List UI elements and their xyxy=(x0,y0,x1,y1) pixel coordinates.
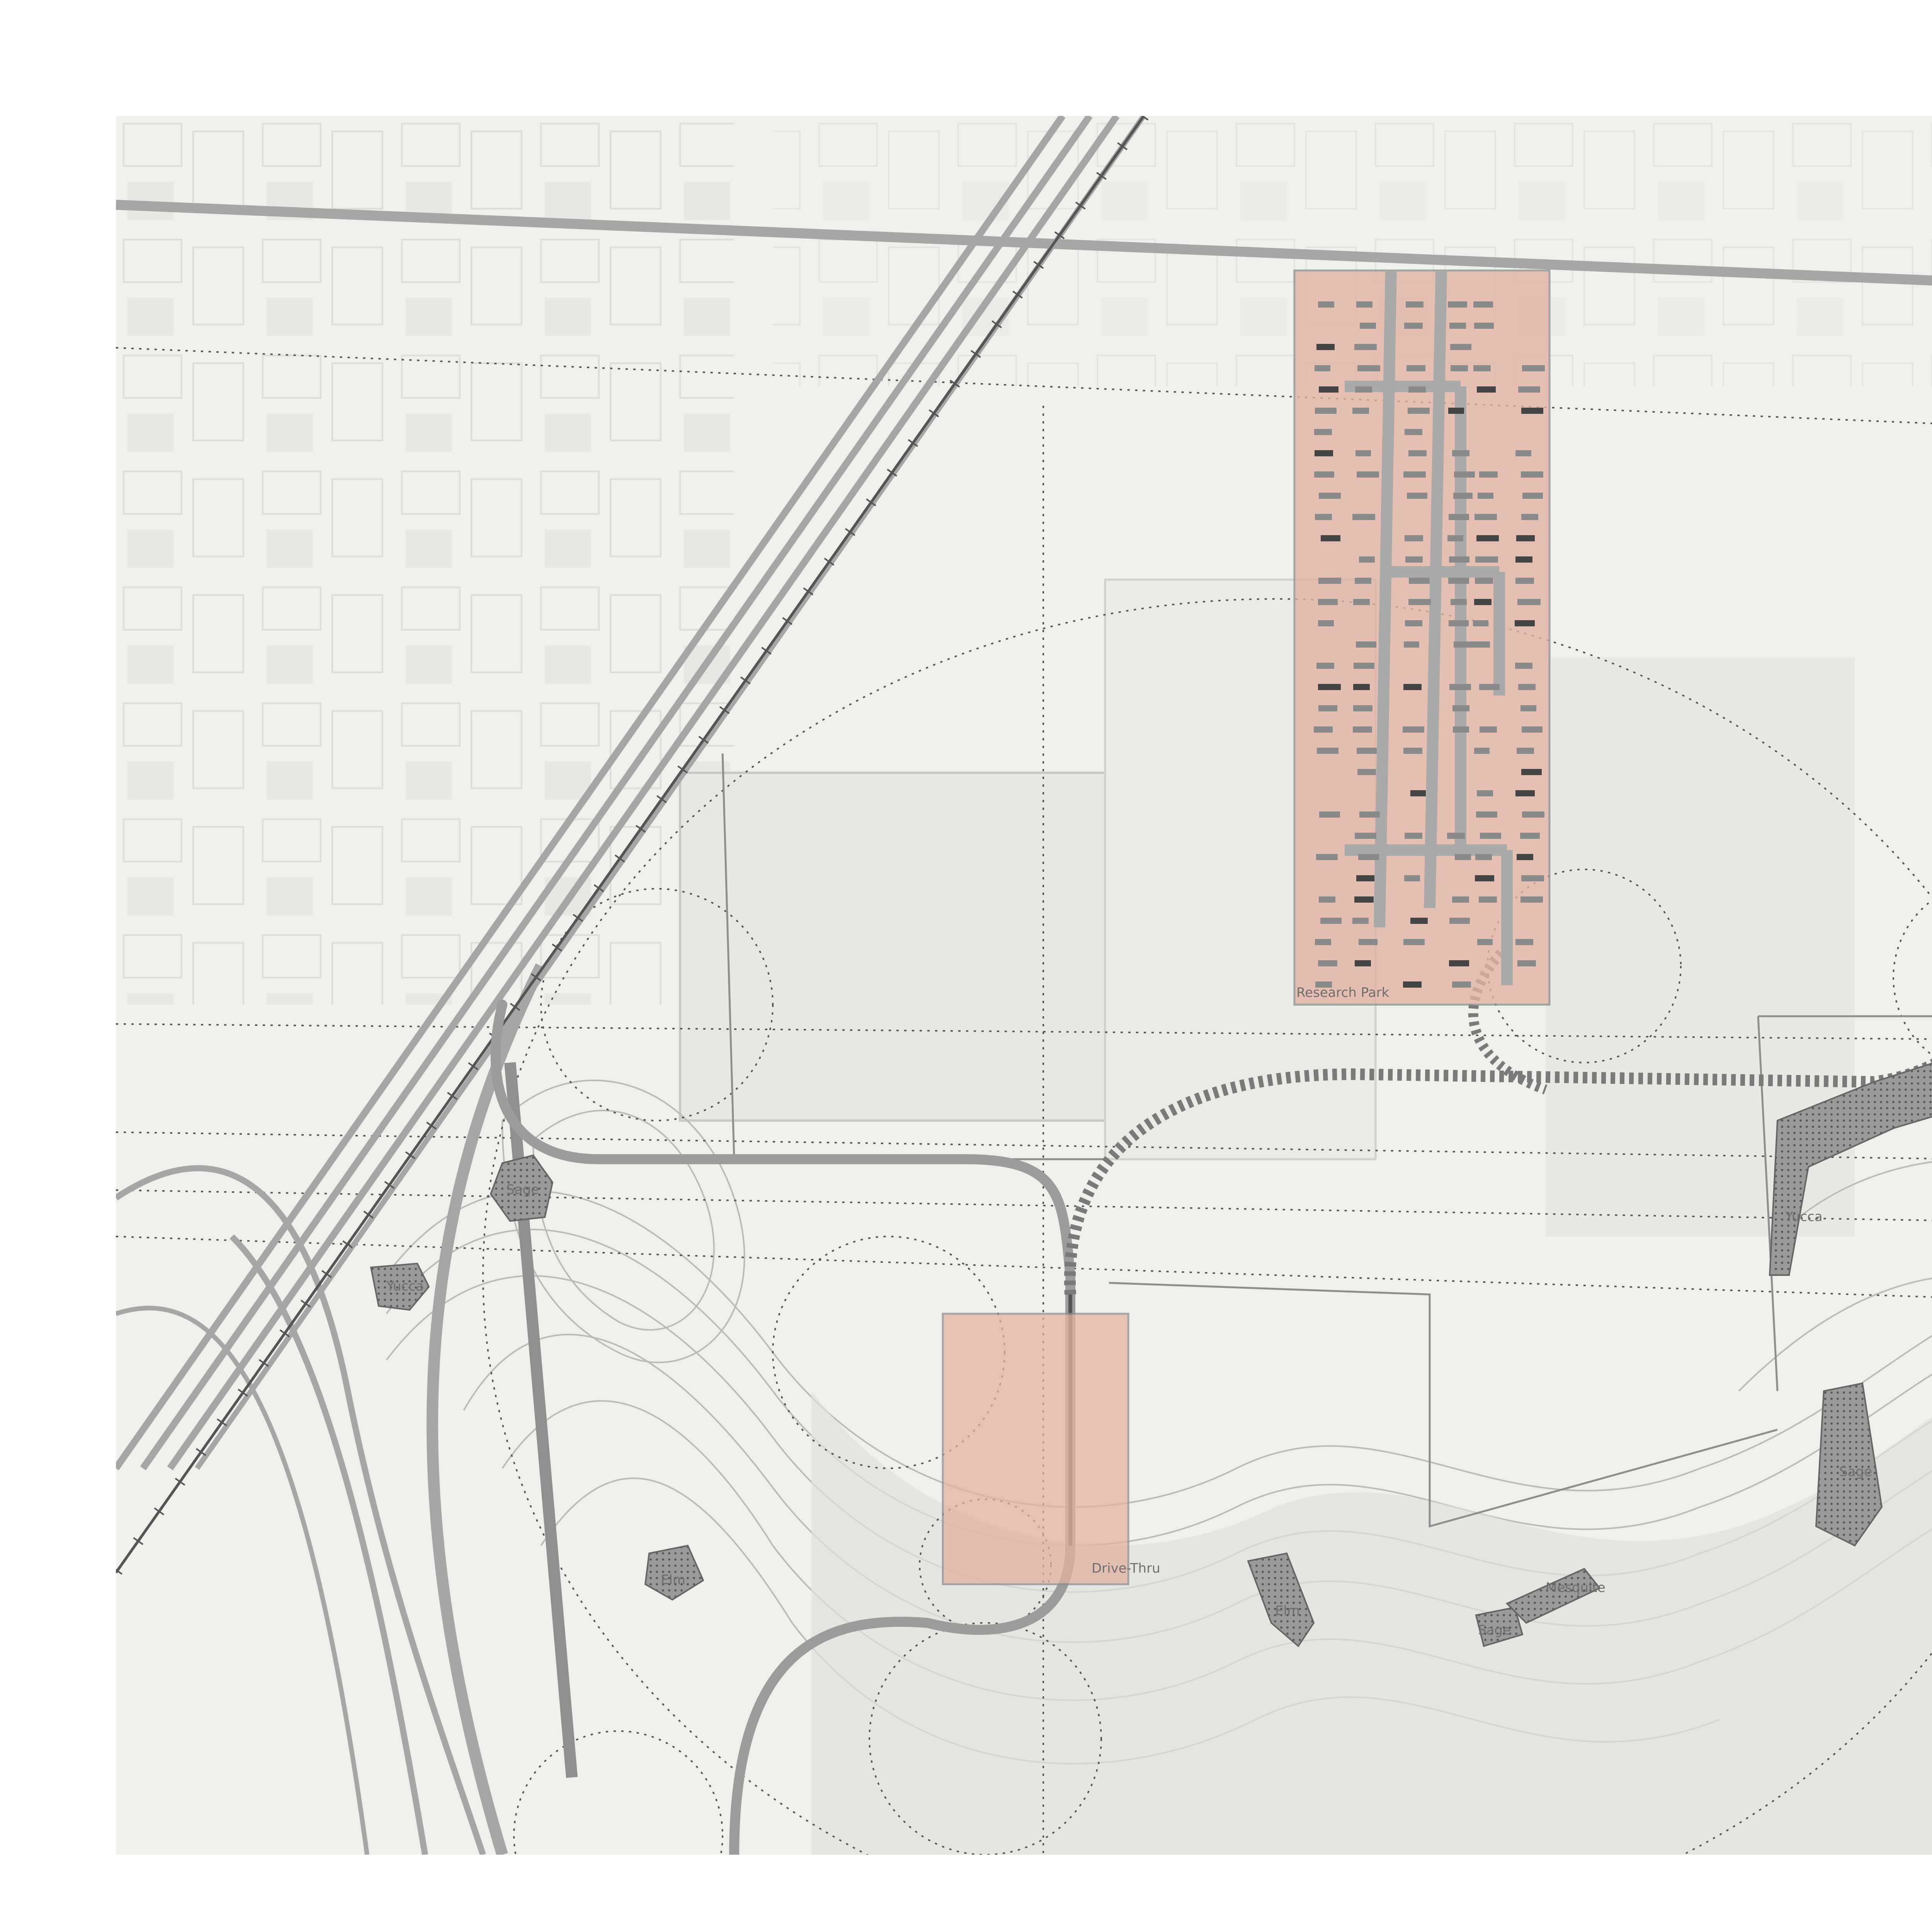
plot-mark xyxy=(1315,365,1330,371)
plot-mark xyxy=(1474,599,1492,605)
plot-mark xyxy=(1356,301,1372,308)
plot-mark xyxy=(1515,556,1532,563)
plot-mark xyxy=(1518,386,1540,393)
plot-mark xyxy=(1474,748,1490,754)
plot-mark xyxy=(1473,620,1488,626)
plot-mark xyxy=(1359,811,1380,818)
plot-mark xyxy=(1356,641,1376,648)
label-sage-1: Sage xyxy=(506,1182,539,1197)
plot-mark xyxy=(1475,875,1494,881)
plot-mark xyxy=(1358,854,1379,860)
site-plan-drawing xyxy=(116,116,1932,1855)
plot-mark xyxy=(1449,918,1470,924)
plot-mark xyxy=(1517,599,1541,605)
plot-mark xyxy=(1480,726,1497,733)
plot-mark xyxy=(1403,981,1422,988)
plot-mark xyxy=(1515,663,1532,669)
plot-mark xyxy=(1475,556,1498,563)
plot-mark xyxy=(1408,450,1427,456)
plot-mark xyxy=(1354,896,1374,903)
plot-mark xyxy=(1452,896,1469,903)
plot-mark xyxy=(1404,323,1423,329)
plot-mark xyxy=(1316,663,1334,669)
label-drive-thru: Drive-Thru xyxy=(1092,1561,1160,1576)
plot-mark xyxy=(1318,684,1341,690)
plot-mark xyxy=(1448,408,1464,414)
plot-mark xyxy=(1353,726,1372,733)
plot-mark xyxy=(1314,429,1332,435)
plot-mark xyxy=(1453,726,1469,733)
plot-mark xyxy=(1454,641,1475,648)
farm-field-1 xyxy=(680,773,1105,1121)
plot-mark xyxy=(1353,684,1370,690)
plot-mark xyxy=(1447,535,1463,541)
plot-mark xyxy=(1521,471,1543,478)
plot-mark xyxy=(1515,578,1534,584)
label-sage-2: Sage xyxy=(1478,1622,1511,1638)
plot-mark xyxy=(1318,578,1341,584)
plot-mark xyxy=(1320,918,1342,924)
plot-mark xyxy=(1357,769,1376,775)
plot-mark xyxy=(1449,514,1469,520)
label-research-park: Research Park xyxy=(1296,985,1389,1000)
site-plan-map xyxy=(116,116,1932,1855)
plot-mark xyxy=(1354,344,1377,350)
plot-mark xyxy=(1479,896,1497,903)
plot-mark xyxy=(1319,811,1340,818)
plot-mark xyxy=(1476,811,1497,818)
label-yucca-1: Yucca xyxy=(386,1279,424,1294)
plot-mark xyxy=(1319,386,1338,393)
plot-mark xyxy=(1403,939,1425,945)
plot-mark xyxy=(1353,705,1372,711)
plot-mark xyxy=(1455,854,1471,860)
urban-fabric-west xyxy=(116,116,734,1005)
plot-mark xyxy=(1405,429,1422,435)
plot-mark xyxy=(1357,471,1379,478)
plot-mark xyxy=(1452,705,1469,711)
plot-mark xyxy=(1452,450,1469,456)
plot-mark xyxy=(1476,535,1499,541)
plot-mark xyxy=(1518,684,1536,690)
plot-mark xyxy=(1522,811,1544,818)
plot-mark xyxy=(1410,918,1428,924)
plot-mark xyxy=(1521,769,1542,775)
plot-mark xyxy=(1515,790,1535,796)
plot-mark xyxy=(1522,493,1543,499)
plot-mark xyxy=(1355,450,1371,456)
plot-mark xyxy=(1478,493,1493,499)
research-park xyxy=(1294,270,1549,1005)
drive-thru-zone xyxy=(943,1314,1128,1584)
plot-mark xyxy=(1454,471,1475,478)
plot-mark xyxy=(1515,939,1533,945)
plot-mark xyxy=(1352,408,1369,414)
plot-mark xyxy=(1517,854,1533,860)
plot-mark xyxy=(1317,748,1338,754)
plot-mark xyxy=(1475,854,1492,860)
plot-mark xyxy=(1475,514,1497,520)
plot-mark xyxy=(1408,408,1430,414)
plot-mark xyxy=(1360,323,1376,329)
plot-mark xyxy=(1356,875,1374,881)
plot-mark xyxy=(1403,748,1422,754)
plot-mark xyxy=(1316,344,1335,350)
plot-mark xyxy=(1449,960,1469,966)
plot-mark xyxy=(1315,408,1337,414)
plot-mark xyxy=(1406,365,1425,371)
plot-mark xyxy=(1354,663,1374,669)
plot-mark xyxy=(1315,514,1332,520)
plot-mark xyxy=(1453,493,1473,499)
plot-mark xyxy=(1357,365,1380,371)
plot-mark xyxy=(1451,365,1468,371)
plot-mark xyxy=(1404,875,1420,881)
plot-mark xyxy=(1449,556,1469,563)
plot-mark xyxy=(1449,620,1469,626)
plot-mark xyxy=(1516,535,1535,541)
plot-mark xyxy=(1403,684,1422,690)
plot-mark xyxy=(1318,599,1338,605)
plot-mark xyxy=(1477,386,1496,393)
plot-mark xyxy=(1357,748,1377,754)
plot-mark xyxy=(1473,301,1493,308)
plot-mark xyxy=(1480,833,1501,839)
plot-mark xyxy=(1515,620,1535,626)
plot-mark xyxy=(1403,726,1424,733)
plot-mark xyxy=(1474,323,1494,329)
plot-mark xyxy=(1406,301,1423,308)
plot-mark xyxy=(1449,684,1471,690)
plot-mark xyxy=(1473,365,1491,371)
plot-mark xyxy=(1355,386,1372,393)
plot-mark xyxy=(1479,471,1498,478)
plot-mark xyxy=(1352,514,1375,520)
plot-mark xyxy=(1405,833,1422,839)
plot-mark xyxy=(1521,514,1538,520)
plot-mark xyxy=(1517,748,1534,754)
plot-mark xyxy=(1450,344,1471,350)
plot-mark xyxy=(1472,641,1490,648)
plot-mark xyxy=(1408,386,1426,393)
plot-mark xyxy=(1405,556,1423,563)
plot-mark xyxy=(1515,450,1531,456)
plot-mark xyxy=(1479,684,1500,690)
plot-mark xyxy=(1521,875,1544,881)
plot-mark xyxy=(1448,301,1467,308)
plot-mark xyxy=(1409,578,1430,584)
plot-mark xyxy=(1405,620,1422,626)
plot-mark xyxy=(1452,981,1471,988)
plot-mark xyxy=(1359,556,1375,563)
plot-mark xyxy=(1314,726,1333,733)
label-sage-3: Sage xyxy=(1839,1464,1872,1480)
plot-mark xyxy=(1321,535,1340,541)
plot-mark xyxy=(1404,641,1419,648)
label-elm-2: Elm xyxy=(1275,1603,1300,1619)
plot-mark xyxy=(1477,939,1493,945)
plot-mark xyxy=(1355,578,1371,584)
plot-mark xyxy=(1520,833,1540,839)
plot-mark xyxy=(1359,939,1378,945)
plot-mark xyxy=(1318,620,1334,626)
plot-mark xyxy=(1315,450,1333,456)
plot-mark xyxy=(1477,790,1493,796)
plot-mark xyxy=(1522,365,1545,371)
plot-mark xyxy=(1319,493,1341,499)
plot-mark xyxy=(1315,939,1331,945)
plot-mark xyxy=(1407,493,1427,499)
plot-mark xyxy=(1314,471,1334,478)
plot-mark xyxy=(1475,578,1493,584)
plot-mark xyxy=(1517,960,1536,966)
plot-mark xyxy=(1408,599,1431,605)
plot-mark xyxy=(1520,705,1536,711)
plot-mark xyxy=(1447,833,1465,839)
plot-mark xyxy=(1521,408,1543,414)
plot-mark xyxy=(1355,833,1376,839)
plot-mark xyxy=(1403,471,1426,478)
plot-mark xyxy=(1318,301,1334,308)
plot-mark xyxy=(1353,599,1370,605)
plot-mark xyxy=(1316,854,1338,860)
label-yucca-2: Yucca xyxy=(1785,1209,1823,1225)
plot-mark xyxy=(1449,323,1466,329)
plot-mark xyxy=(1405,535,1423,541)
plot-mark xyxy=(1410,790,1426,796)
plot-mark xyxy=(1451,599,1467,605)
plot-mark xyxy=(1355,960,1371,966)
plot-mark xyxy=(1448,578,1469,584)
plot-mark xyxy=(1520,896,1543,903)
label-elm-1: Elm xyxy=(661,1572,686,1588)
plot-mark xyxy=(1352,918,1369,924)
plot-mark xyxy=(1319,896,1335,903)
label-mesquite: Mesquite xyxy=(1546,1580,1605,1595)
plot-mark xyxy=(1318,960,1337,966)
plot-mark xyxy=(1522,726,1543,733)
plot-mark xyxy=(1318,705,1337,711)
